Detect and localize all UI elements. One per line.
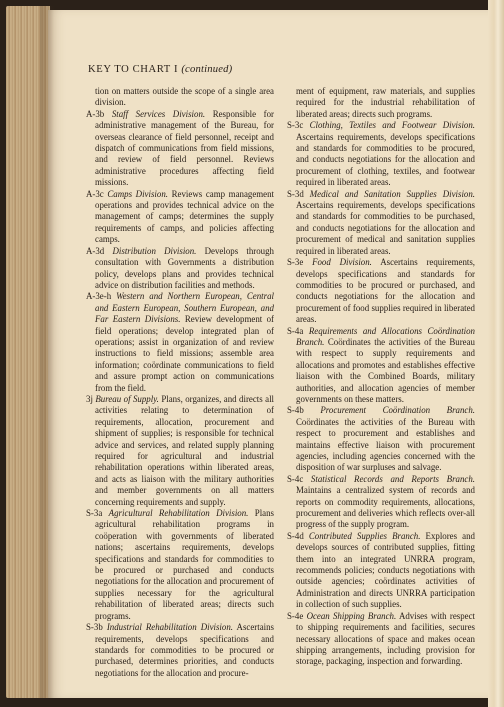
entry-code: A-3e-h	[86, 291, 112, 302]
entry-code: S-4c	[287, 473, 304, 484]
entry-code: A-3d	[86, 245, 105, 256]
key-entry	[287, 257, 475, 325]
left-text-column	[86, 86, 274, 679]
entry-title: Distribution Division.	[112, 245, 197, 256]
key-entry	[86, 189, 274, 246]
right-page-edge	[488, 0, 504, 707]
entry-title: Clothing, Textiles and Footwear Division.	[309, 120, 475, 131]
key-entry	[86, 622, 274, 679]
key-entry	[287, 86, 475, 120]
entry-title: Medical and Sanitation Supplies Division.	[309, 188, 476, 199]
key-entry	[287, 120, 475, 188]
key-entry	[86, 291, 274, 394]
entry-text: Responsible for administrative management of the Bureau, for overseas clearance of field personnel, receipt and dispatch of communications from field missions, and review of field personnel. Reviews administrative procedures affecting field missions.	[95, 108, 274, 188]
entry-text: Coördinates the activities of the Bureau with respect to supply requirements and allocations and promotes and establishes effective liaison with the Combined Boards, military authorities, and allocation agencies of member governments on these matters.	[296, 336, 475, 404]
entry-text: Ascertains requirements, develops specifications and standards for commodities to be procured or purchased, determines priorities, and conducts negotiations for the allocation and procure-	[95, 622, 274, 678]
entry-code: S-3b	[86, 622, 103, 633]
key-entry	[287, 326, 475, 406]
key-entry	[287, 405, 475, 473]
entry-title: Camps Division.	[107, 188, 168, 199]
entry-code: S-3d	[287, 188, 304, 199]
heading-title: KEY TO CHART I	[88, 64, 179, 75]
entry-text: Ascertains requirements, develops specifications and standards for commodities to be procured, and conducts negotiations for the allocation and procurement of clothing, textiles, and footwear required in liberated areas.	[296, 131, 475, 188]
entry-title: Procurement Coördination Branch.	[320, 405, 475, 416]
key-entry	[86, 109, 274, 189]
entry-text: Maintains a centralized system of records and reports on commodity requirements, allocations, procurement and deliveries which reflects over-all progress of the supply program.	[296, 485, 475, 530]
entry-text: Reviews camp management operations and provides technical advice on the management of camps; determines the supply requirements of camps, and policies affecting camps.	[95, 188, 275, 245]
entry-code: S-4d	[287, 530, 304, 541]
entry-code: S-3c	[287, 120, 304, 131]
entry-title: Food Division.	[312, 257, 372, 268]
entry-code: 3j	[86, 393, 93, 404]
entry-text: Explores and develops sources of contributed supplies, fitting them into an integrated UNRRA program, recommends policies; conducts negotiations with outside agencies; coördinates activities of Administration and directs UNRRA participation in collection of such supplies.	[296, 530, 475, 610]
entry-title: Agricultural Rehabilitation Division.	[108, 508, 249, 519]
entry-title: Staff Services Division.	[111, 108, 206, 119]
entry-code: A-3c	[86, 188, 104, 199]
entry-title: Requirements and Allocations Coördination Branch.	[296, 325, 475, 347]
key-entry	[86, 246, 274, 292]
entry-code: S-4e	[287, 610, 304, 621]
entry-text: Review development of field operations; develop integrated plan of operations; assist in organization of and review instructions to field missions; assemble area information; coördinate communications to field and assure prompt action on communications from the field.	[95, 314, 275, 393]
right-text-column	[287, 86, 475, 668]
key-entry	[86, 394, 274, 508]
key-entry	[287, 531, 475, 611]
entry-code: A-3b	[86, 108, 105, 119]
entry-text: Ascertains requirements, develops specifications and standards for commodities to be purchased, and conducts negotiations for the allocation and procurement of medical and sanitation supplies required in liberated areas.	[296, 200, 475, 256]
heading-subtitle: (continued)	[181, 64, 233, 75]
entry-code: S-3a	[86, 508, 103, 519]
key-entry	[287, 189, 475, 257]
entry-text: Advises with respect to shipping requirements and facilities, secures necessary allocations of space and makes ocean shipping arrangements, including provision for storage, packaging, inspection and forwarding.	[296, 610, 475, 667]
entry-title: Ocean Shipping Branch.	[306, 610, 397, 621]
entry-text: Plans agricultural rehabilitation programs in coöperation with governments of liberated nations; ascertains requirements, develops specifications and standards for commodities to be procured or purchased and conducts negotiations for the allocation and procurement of supplies necessary for the agricultural rehabilitation of liberated areas; directs such programs.	[95, 508, 275, 621]
entry-title: Contributed Supplies Branch.	[308, 530, 421, 541]
entry-text: Coördinates the activities of the Bureau with respect to procurement and establishes and maintains effective liaison with procurement agencies, including agencies concerned with the disposition of war surpluses and salvage.	[296, 416, 475, 473]
entry-text: Ascertains requirements, develops specifications and standards for commodities to be procured or purchased, and conducts negotiations for the allocation and procurement of food supplies required in liberated areas.	[296, 257, 476, 325]
entry-text: Develops through consultation with Governments a distribution policy, develops plans and provides technical advice on distribution facilities and methods.	[95, 245, 274, 290]
key-entry	[86, 86, 274, 109]
key-entry	[287, 611, 475, 668]
entry-title: Industrial Rehabilitation Division.	[106, 622, 233, 633]
entry-code: S-4b	[287, 405, 304, 416]
entry-text: ment of equipment, raw materials, and supplies required for the industrial rehabilitation of liberated areas; directs such programs.	[296, 86, 475, 119]
gutter-shadow	[40, 6, 54, 698]
entry-title: Statistical Records and Reports Branch.	[310, 473, 475, 484]
entry-title: Bureau of Supply.	[95, 393, 159, 404]
page-heading	[88, 64, 328, 75]
entry-text: Plans, organizes, and directs all activities relating to determination of requirements, allocation, procurement and shipment of supplies; is responsible for technical advice and services, and related supply planning required for agricultural and industrial rehabilitation operations within liberated areas, and acts as liaison with the military authorities and member governments on all matters concerning requirements and supply.	[95, 393, 275, 507]
entry-code: S-3e	[287, 257, 304, 268]
entry-code: S-4a	[287, 325, 304, 336]
entry-text: tion on matters outside the scope of a single area division.	[95, 86, 274, 108]
key-entry	[287, 474, 475, 531]
entry-title: Western and Northern European, Central and Eastern European, Southern European, and Far Eastern Divisions.	[95, 291, 275, 325]
key-entry	[86, 508, 274, 622]
